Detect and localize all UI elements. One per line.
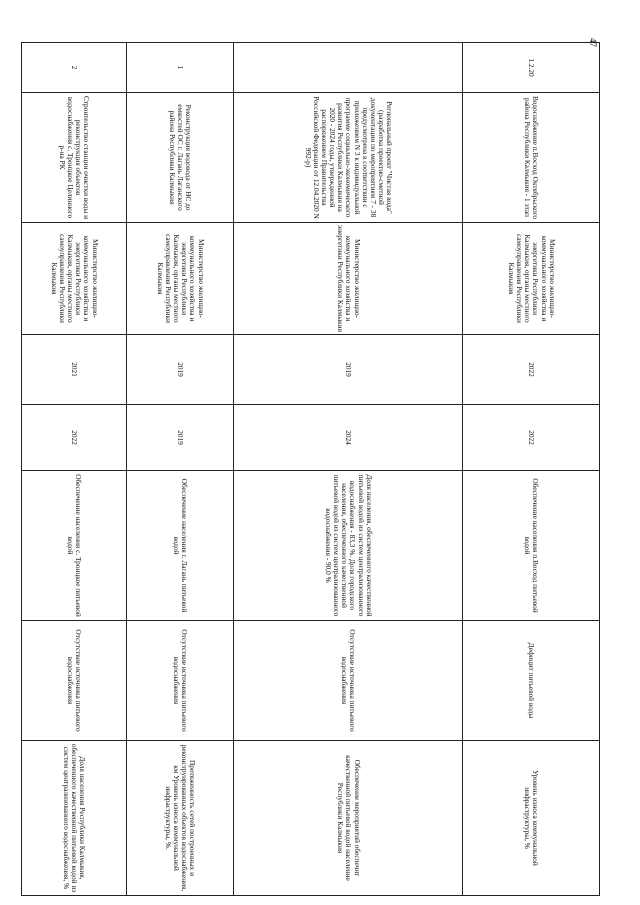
problem: Отсутствие источника питьевого водоснабжения <box>22 621 127 741</box>
table-row <box>463 43 600 896</box>
row-number: 2 <box>22 43 127 93</box>
table-row <box>234 43 463 896</box>
year-end: 2019 <box>127 405 234 471</box>
row-number: 1.2.20 <box>463 43 600 93</box>
executor: Министерство жилищно-коммунального хозяйства и энергетики Республики Калмыкия, органы местного самоуправления Республики Калмыкия <box>22 223 127 335</box>
year-start: 2019 <box>127 335 234 405</box>
row-number <box>234 43 463 93</box>
year-start: 2021 <box>22 335 127 405</box>
executor: Министерство жилищно-коммунального хозяйства и энергетики Республики Калмыкия <box>234 223 463 335</box>
problem: Дефицит питьевой воды <box>463 621 600 741</box>
measure-name: Водоснабжение п.Восход Октябрьского района Республики Калмыкия - 1 этап <box>463 93 600 223</box>
problem: Отсутствие источника питьевого водоснабжения <box>127 621 234 741</box>
table-row <box>22 43 127 896</box>
year-start: 2022 <box>463 335 600 405</box>
year-start: 2019 <box>234 335 463 405</box>
expected-result: Обеспечение населения п.Восход питьевой водой <box>463 471 600 621</box>
measures-table <box>21 42 600 896</box>
page-number: 47 <box>588 38 598 47</box>
executor: Министерство жилищно-коммунального хозяйства и энергетики Республики Калмыкия, органы местного самоуправления Республики Калмыкия <box>463 223 600 335</box>
table-row <box>127 43 234 896</box>
year-end: 2022 <box>22 405 127 471</box>
problem: Отсутствие источника питьевого водоснабжения <box>234 621 463 741</box>
year-end: 2022 <box>463 405 600 471</box>
executor: Министерство жилищно-коммунального хозяйства и энергетики Республики Калмыкия, органы местного самоуправления Республики Калмыкия <box>127 223 234 335</box>
measure-name: Реконструкция водовода от НС до емкостей ОС г. Лагань Лаганского района Республики Калмыкия <box>127 93 234 223</box>
measure-name: Строительство станции очистки воды и реконструкция объектов водоснабжения с. Троицкое Целинного р-на РК <box>22 93 127 223</box>
expected-result: Доля населения, обеспеченного качественной питьевой водой из систем централизованного водоснабжения - 83,3 %. Доля городского населения, обеспеченного качественной питьевой водой из систем централизованного водоснабжения - 90,0 % <box>234 471 463 621</box>
indicator: Уровень износа коммунальной инфраструктуры, % <box>463 741 600 896</box>
expected-result: Обеспечение населения г. Лагань питьевой водой <box>127 471 234 621</box>
measure-name: Региональный проект "Чистая вода" (разработка проектно-сметной документации по мероприятиям 7 - 38 предусмотрена в соответствии с приложением N 3 к индивидуальной программе социально-экономического развития Республики Калмыкия на 2020 - 2024 годы, утвержденной распоряжением Правительства Российской Федерации от 12.04.2020 N 992-р) <box>234 93 463 223</box>
year-end: 2024 <box>234 405 463 471</box>
indicator: Обеспечение мероприятий обеспечит качественной питьевой водой население Республики Калмыкия <box>234 741 463 896</box>
row-number: 1 <box>127 43 234 93</box>
expected-result: Обеспечение населения с. Троицкое питьевой водой <box>22 471 127 621</box>
indicator: Доля населения Республики Калмыкия, обеспеченного качественной питьевой водой из систем централизованного водоснабжения, % <box>22 741 127 896</box>
indicator: Протяженность сетей построенных и реконструированных объектов водоснабжения, км Уровень износа коммунальной инфраструктуры, %. <box>127 741 234 896</box>
